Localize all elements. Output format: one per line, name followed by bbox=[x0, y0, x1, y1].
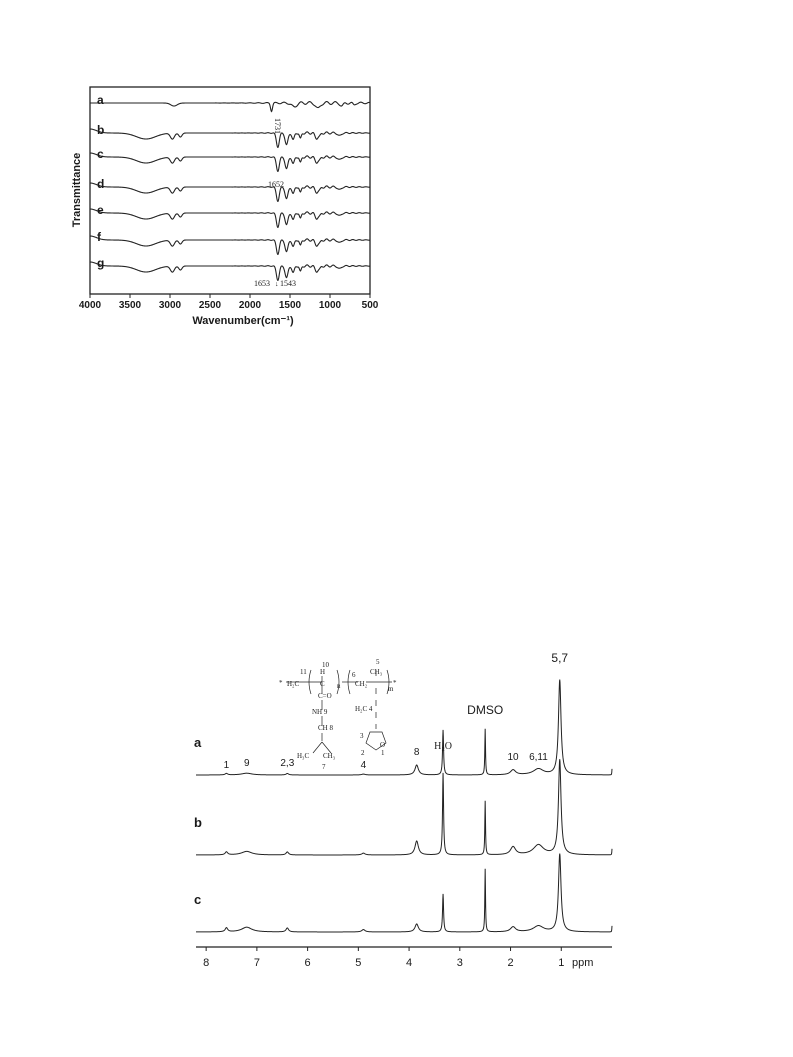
structure-chain-end-right: * bbox=[393, 679, 397, 687]
structure-atom-label: H bbox=[320, 668, 326, 676]
nmr-x-tick-label: 6 bbox=[304, 957, 311, 969]
ir-series-label-d: d bbox=[97, 177, 105, 191]
structure-atom-label: CH₂ bbox=[355, 680, 368, 688]
nmr-peak-label: 9 bbox=[243, 758, 250, 769]
nmr-x-tick-label: 4 bbox=[406, 957, 413, 969]
nmr-peak-labels bbox=[224, 651, 569, 771]
ir-x-tick-label: 3000 bbox=[158, 300, 182, 311]
structure-atom-label: NH 9 bbox=[312, 708, 328, 716]
ir-x-axis-label: Wavenumber(cm⁻¹) bbox=[192, 315, 294, 327]
ir-x-tick-label: 500 bbox=[361, 300, 379, 311]
ir-annotation-arrow: ↓ bbox=[275, 280, 279, 288]
nmr-curves bbox=[196, 680, 612, 932]
nmr-series-b bbox=[196, 759, 612, 855]
ir-series-b bbox=[90, 129, 370, 147]
ir-series-label-a: a bbox=[97, 93, 104, 107]
ir-series-label-b: b bbox=[97, 123, 105, 137]
structure-atom-label: 2 bbox=[361, 749, 365, 757]
structure-atom-label: CH₃ bbox=[323, 752, 336, 760]
ir-series-d bbox=[90, 183, 370, 201]
ir-chart bbox=[71, 87, 379, 327]
ir-series-label-e: e bbox=[97, 203, 104, 217]
ir-plot-frame bbox=[90, 87, 370, 294]
ir-series-c bbox=[90, 153, 370, 171]
ir-x-tick-label: 2500 bbox=[198, 300, 222, 311]
ir-curves bbox=[90, 102, 370, 281]
ir-x-tick-label: 2000 bbox=[238, 300, 262, 311]
structure-atom-label: 5 bbox=[376, 658, 380, 666]
structure-atom-label: 7 bbox=[322, 763, 326, 771]
structure-chain-end-left: * bbox=[279, 679, 283, 687]
structure-subscript-n: n bbox=[337, 682, 341, 690]
nmr-peak-label: 1 bbox=[223, 760, 230, 771]
structure-atom-label: 1 bbox=[381, 749, 385, 757]
ir-series-g bbox=[90, 262, 370, 280]
nmr-peak-label: DMSO bbox=[467, 703, 504, 717]
structure-atom-label: H₂C 4 bbox=[355, 705, 373, 713]
structure-atom-label: C bbox=[320, 680, 325, 688]
ir-x-tick-label: 3500 bbox=[118, 300, 142, 311]
structure-atom-label: H₃C bbox=[297, 752, 310, 760]
nmr-x-tick-label: 3 bbox=[456, 957, 463, 969]
nmr-x-axis-unit: ppm bbox=[572, 957, 594, 969]
nmr-x-tick-label: 1 bbox=[558, 957, 565, 969]
ir-series-label-g: g bbox=[97, 256, 105, 270]
ir-series-label-f: f bbox=[97, 230, 101, 244]
nmr-chart bbox=[194, 651, 612, 969]
structure-atom-label: C=O bbox=[318, 692, 332, 700]
nmr-x-ticks bbox=[203, 947, 564, 969]
nmr-x-tick-label: 8 bbox=[203, 957, 210, 969]
nmr-series-label-a: a bbox=[194, 735, 202, 750]
nmr-peak-label: 10 bbox=[507, 752, 519, 763]
structure-atom-label: H₂C bbox=[287, 680, 300, 688]
ir-series-labels bbox=[97, 93, 104, 270]
structure-atom-label: CH 8 bbox=[318, 724, 333, 732]
nmr-series-a bbox=[196, 680, 612, 775]
ir-series-f bbox=[90, 236, 370, 254]
nmr-series-c bbox=[196, 854, 612, 932]
nmr-x-tick-label: 2 bbox=[507, 957, 514, 969]
structure-subscript-m: m bbox=[388, 685, 394, 693]
ir-annotation-1653: 1653 bbox=[254, 279, 270, 288]
structure-atom-label: 10 bbox=[322, 661, 329, 669]
nmr-series-label-c: c bbox=[194, 892, 202, 907]
ir-annotation-1731: 1731 bbox=[273, 118, 282, 134]
nmr-x-tick-label: 5 bbox=[355, 957, 362, 969]
nmr-series-labels bbox=[194, 735, 202, 907]
structure-atom-label: O bbox=[380, 741, 386, 749]
nmr-peak-label: H₂O bbox=[434, 741, 453, 752]
nmr-peak-label: 5,7 bbox=[551, 651, 569, 665]
ir-series-e bbox=[90, 209, 370, 227]
ir-x-tick-label: 1000 bbox=[318, 300, 342, 311]
ir-x-tick-label: 1500 bbox=[278, 300, 302, 311]
ir-series-label-c: c bbox=[97, 147, 104, 161]
structure-atom-label: 11 bbox=[300, 668, 307, 676]
nmr-peak-label: 8 bbox=[413, 747, 420, 758]
nmr-peak-label: 4 bbox=[360, 760, 367, 771]
ir-annotation-1652: 1652 bbox=[268, 180, 284, 189]
ir-x-ticks bbox=[79, 294, 379, 311]
ir-x-tick-label: 4000 bbox=[78, 300, 102, 311]
nmr-peak-label: 6,11 bbox=[529, 752, 548, 763]
nmr-x-tick-label: 7 bbox=[253, 957, 260, 969]
structure-atom-label: CH₃ bbox=[370, 668, 383, 676]
ir-y-axis-label: Transmittance bbox=[71, 152, 83, 228]
ir-annotation-1543: 1543 bbox=[280, 279, 296, 288]
ir-series-a bbox=[90, 102, 370, 112]
structure-atom-label: 6 bbox=[352, 671, 356, 679]
nmr-peak-label: 2,3 bbox=[280, 758, 295, 769]
nmr-series-label-b: b bbox=[194, 815, 202, 830]
structure-atom-label: 3 bbox=[360, 732, 364, 740]
